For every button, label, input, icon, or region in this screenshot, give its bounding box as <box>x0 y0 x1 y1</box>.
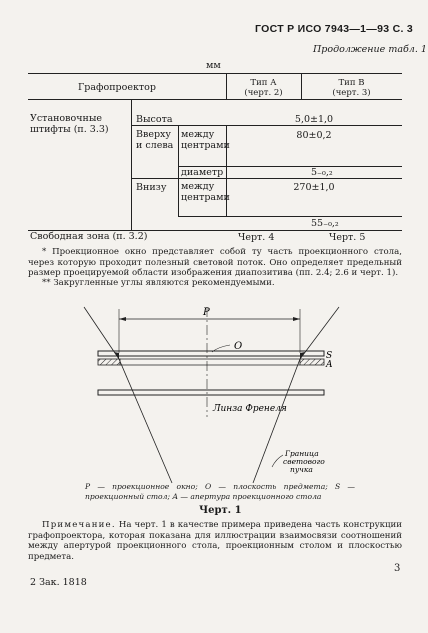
bottom-centers-value: 270±1,0 <box>293 182 335 193</box>
height-label: Высота <box>136 114 173 125</box>
between-centers-label-2: между центрами <box>181 181 230 203</box>
footnote-2: ** Закругленные углы являются рекомендуемыми. <box>42 278 275 288</box>
fresnel-label: Линза Френеля <box>213 404 287 414</box>
svg-text:светового: светового <box>283 457 325 466</box>
free-zone-type-a: Черт. 4 <box>238 232 275 243</box>
stage-left <box>98 359 120 365</box>
unit-label: мм <box>206 60 221 71</box>
order-number: 2 Зак. 1818 <box>30 577 87 588</box>
footnote-1: * Проекционное окно представляет собой ту часть проекционного стола, через которую проходит полезный световой поток. Оно определяет предельный размер проецируемой области изображения диапозитива (пп. 2.4; 2.6 и черт. 1). <box>28 247 402 279</box>
beam-boundary-label <box>283 449 325 474</box>
label-o: O <box>234 341 243 352</box>
bottom-diameter-value: 55₋₀,₂ <box>311 218 339 229</box>
continuation-label: Продолжение табл. 1 <box>313 44 427 55</box>
diameter-label-1: диаметр <box>181 167 224 178</box>
stage-right <box>300 359 324 365</box>
free-zone-type-b: Черт. 5 <box>329 232 366 243</box>
note-text: На черт. 1 в качестве примера приведена часть конструкции графопроектора, которая показана для иллюстрации взаимосвязи соотношений между апертурой проекционного стола, проекционным столом и плоскостью предмета. <box>28 520 402 562</box>
label-s: S <box>326 351 333 361</box>
top-left-label: Вверху и слева <box>136 129 174 151</box>
svg-text:пучка: пучка <box>290 465 313 474</box>
fresnel-lens <box>98 390 324 395</box>
pins-label: Установочные штифты (п. 3.3) <box>30 113 109 135</box>
standard-code: ГОСТ Р ИСО 7943—1—93 С. 3 <box>255 23 414 35</box>
projector-column-header: Графопроектор <box>78 82 156 93</box>
height-value: 5,0±1,0 <box>294 114 334 125</box>
type-b-header: Тип В (черт. 3) <box>332 78 371 98</box>
svg-text:Граница: Граница <box>285 449 319 458</box>
object-plane <box>98 351 324 356</box>
label-a: A <box>326 360 333 370</box>
free-zone-label: Свободная зона (п. 3.2) <box>30 231 148 242</box>
top-left-centers-value: 80±0,2 <box>296 130 332 141</box>
type-a-header: Тип А (черт. 2) <box>244 78 283 98</box>
figure-1-diagram <box>0 295 428 485</box>
beam-left-lower <box>119 359 172 483</box>
top-left-diameter-value: 5₋₀,₂ <box>311 167 333 178</box>
bottom-label: Внизу <box>136 182 167 193</box>
figure-legend: P — проекционное окно; O — плоскость предмета; S — проекционный стол; A — апертура проекционного стола <box>85 482 355 501</box>
label-p: P <box>203 307 210 318</box>
note-label: Примечание. <box>42 520 116 530</box>
footer-note <box>28 520 402 562</box>
figure-title: Черт. 1 <box>199 505 242 516</box>
page-number: 3 <box>394 563 401 574</box>
between-centers-label-1: между центрами <box>181 129 230 151</box>
